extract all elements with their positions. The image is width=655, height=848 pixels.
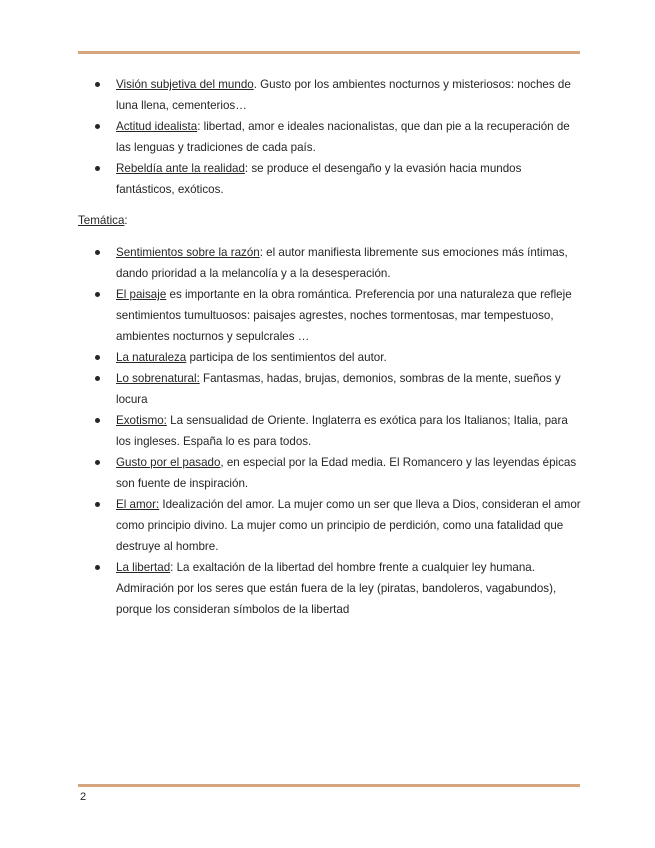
heading-suffix: : <box>124 214 128 227</box>
page-number: 2 <box>80 791 87 803</box>
item-term: La libertad <box>116 561 171 574</box>
list-item <box>78 284 583 347</box>
item-term: Rebeldía ante la realidad <box>116 162 245 175</box>
item-text: : La exaltación de la libertad del hombre frente a cualquier ley humana. Admiración por los seres que están fuera de la ley (piratas, bandoleros, vagabundos), porque los consideran símbolos de la libertad <box>116 561 557 616</box>
item-text: Idealización del amor. La mujer como un ser que lleva a Dios, consideran el amor como principio divino. La mujer como un principio de perdición, como una fatalidad que destruye al hombre. <box>116 498 581 553</box>
bullet-icon <box>95 124 100 129</box>
tematica-list <box>78 242 583 620</box>
bullet-icon <box>95 460 100 465</box>
bullet-icon <box>95 418 100 423</box>
page-body <box>78 74 583 620</box>
list-item <box>78 116 583 158</box>
item-text: : se produce el desengaño y la evasión hacia mundos fantásticos, exóticos. <box>116 162 522 196</box>
item-term: Visión subjetiva del mundo <box>116 78 254 91</box>
list-item <box>78 158 583 200</box>
bullet-icon <box>95 355 100 360</box>
item-text: . Gusto por los ambientes nocturnos y misteriosos: noches de luna llena, cementerios… <box>116 78 571 112</box>
item-term: Actitud idealista <box>116 120 198 133</box>
list-item <box>78 242 583 284</box>
item-text: : libertad, amor e ideales nacionalistas, que dan pie a la recuperación de las lenguas y tradiciones de cada país. <box>116 120 570 154</box>
bullet-icon <box>95 292 100 297</box>
item-text: , en especial por la Edad media. El Romancero y las leyendas épicas son fuente de inspiración. <box>116 456 577 490</box>
item-text: La sensualidad de Oriente. Inglaterra es exótica para los Italianos; Italia, para los ingleses. España lo es para todos. <box>116 414 568 448</box>
item-term: Exotismo: <box>116 414 167 427</box>
section-heading <box>78 210 583 231</box>
item-text: es importante en la obra romántica. Preferencia por una naturaleza que refleje sentimientos tumultuosos: paisajes agrestes, noches tormentosas, mar tempestuoso, ambientes nocturnos y sepulcrales … <box>116 288 572 343</box>
item-term: Sentimientos sobre la razón <box>116 246 260 259</box>
list-item <box>78 494 583 557</box>
list-item <box>78 452 583 494</box>
bullet-icon <box>95 502 100 507</box>
footer-rule <box>78 784 580 787</box>
bullet-icon <box>95 250 100 255</box>
item-text: participa de los sentimientos del autor. <box>186 351 387 364</box>
list-item <box>78 368 583 410</box>
item-term: El amor: <box>116 498 160 511</box>
heading-text: Temática <box>78 214 125 227</box>
list-item <box>78 74 583 116</box>
bullet-icon <box>95 376 100 381</box>
header-rule <box>78 51 580 54</box>
list-item <box>78 347 583 368</box>
item-text: : el autor manifiesta libremente sus emociones más íntimas, dando prioridad a la melancolía y a la desesperación. <box>116 246 568 280</box>
bullet-icon <box>95 166 100 171</box>
list-item <box>78 410 583 452</box>
item-text: Fantasmas, hadas, brujas, demonios, sombras de la mente, sueños y locura <box>116 372 561 406</box>
intro-list <box>78 74 583 200</box>
bullet-icon <box>95 565 100 570</box>
bullet-icon <box>95 82 100 87</box>
item-term: La naturaleza <box>116 351 187 364</box>
item-term: Gusto por el pasado <box>116 456 221 469</box>
item-term: El paisaje <box>116 288 167 301</box>
list-item <box>78 557 583 620</box>
item-term: Lo sobrenatural: <box>116 372 200 385</box>
